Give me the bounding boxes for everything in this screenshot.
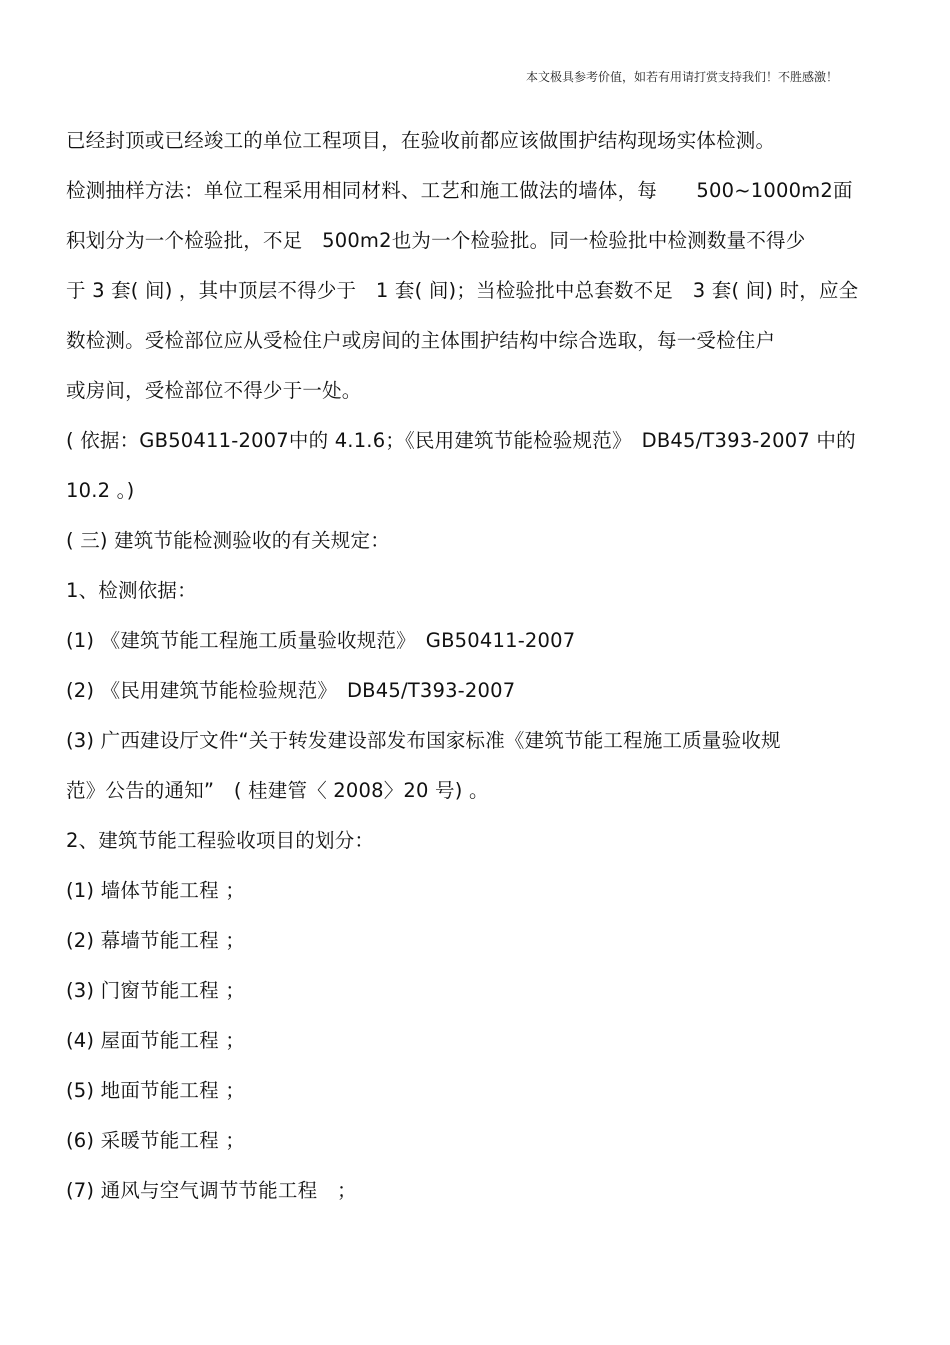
- subsection-heading: 1、检测依据：: [66, 579, 197, 602]
- list-item: (2) 《民用建筑节能检验规范》 DB45/T393-2007: [66, 679, 516, 702]
- paragraph-line: 检测抽样方法：单位工程采用相同材料、工艺和施工做法的墙体，每 500~1000m2面: [66, 179, 853, 202]
- section-heading: ( 三) 建筑节能检测验收的有关规定：: [66, 529, 390, 552]
- list-item: (1) 墙体节能工程 ；: [66, 879, 245, 902]
- list-item: (3) 门窗节能工程 ；: [66, 979, 245, 1002]
- header-note: 本文极具参考价值，如若有用请打赏支持我们！不胜感激！: [525, 70, 838, 84]
- paragraph-line: 数检测。受检部位应从受检住户或房间的主体围护结构中综合选取，每一受检住户: [66, 329, 776, 352]
- list-item: (4) 屋面节能工程 ；: [66, 1029, 245, 1052]
- paragraph-line: 于 3 套( 间) ，其中顶层不得少于 1 套( 间)；当检验批中总套数不足 3 套( 间) 时，应全: [66, 279, 859, 302]
- paragraph-line: 积划分为一个检验批，不足 500m2也为一个检验批。同一检验批中检测数量不得少: [66, 229, 806, 252]
- subsection-heading: 2、建筑节能工程验收项目的划分：: [66, 829, 375, 852]
- list-item: (1) 《建筑节能工程施工质量验收规范》 GB50411-2007: [66, 629, 576, 652]
- citation-line: ( 依据：GB50411-2007中的 4.1.6；《民用建筑节能检验规范》 DB45/T393-2007 中的: [66, 429, 856, 452]
- list-item: (6) 采暖节能工程 ；: [66, 1129, 245, 1152]
- list-item: 范》公告的通知” ( 桂建管〈 2008〉20 号) 。: [66, 779, 489, 802]
- paragraph-line: 或房间，受检部位不得少于一处。: [66, 379, 362, 402]
- citation-line: 10.2 。): [66, 479, 135, 502]
- list-item: (3) 广西建设厅文件“关于转发建设部发布国家标准《建筑节能工程施工质量验收规: [66, 729, 781, 752]
- paragraph-line: 已经封顶或已经竣工的单位工程项目，在验收前都应该做围护结构现场实体检测。: [66, 129, 776, 152]
- list-item: (7) 通风与空气调节节能工程 ；: [66, 1179, 357, 1202]
- list-item: (2) 幕墙节能工程 ；: [66, 929, 245, 952]
- list-item: (5) 地面节能工程 ；: [66, 1079, 245, 1102]
